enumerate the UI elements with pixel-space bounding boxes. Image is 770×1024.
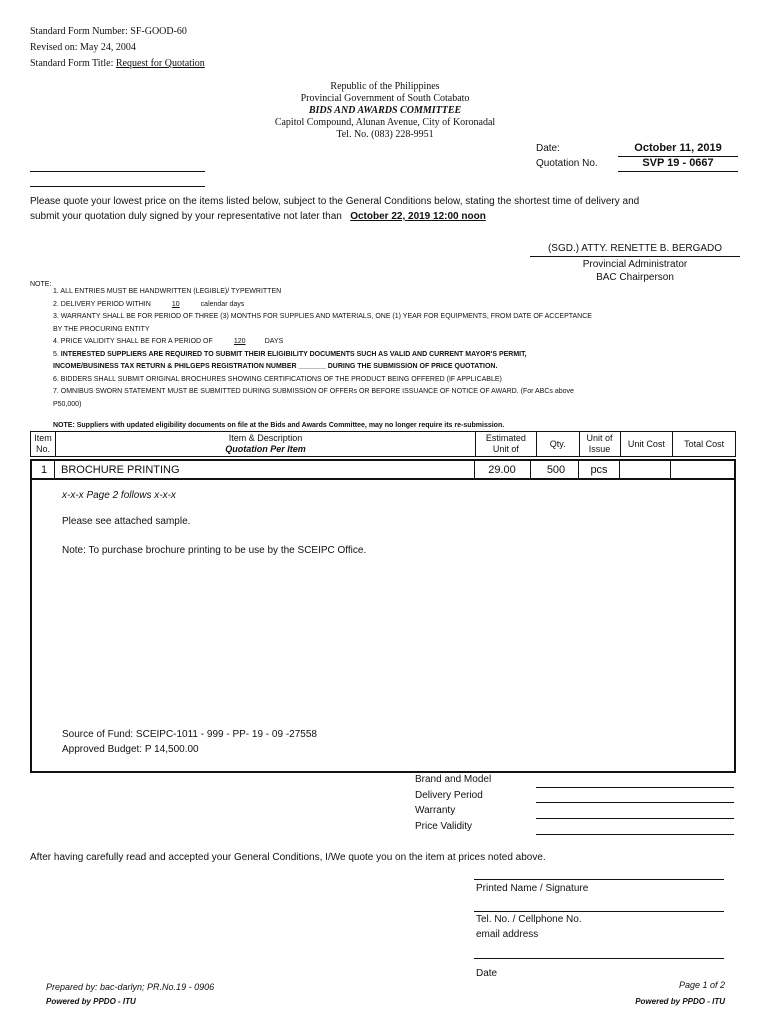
row-unit: pcs <box>590 464 608 476</box>
row-divider <box>670 461 671 478</box>
brand-label: Brand and Model <box>415 774 492 785</box>
delivery-field[interactable] <box>536 802 734 803</box>
quotation-underline <box>618 171 738 172</box>
description-box <box>30 478 736 773</box>
row-divider <box>54 461 55 478</box>
row-qty: 500 <box>546 464 566 476</box>
form-title-prefix: Standard Form Title: <box>30 58 116 69</box>
note-7b: P50,000) <box>53 400 82 408</box>
agency-line-1: Republic of the Philippines <box>330 81 440 92</box>
email-label: email address <box>476 929 539 940</box>
row-item-no: 1 <box>41 464 48 476</box>
col-item <box>31 432 56 457</box>
note-3b: BY THE PROCURING ENTITY <box>53 325 150 333</box>
form-number: Standard Form Number: SF-GOOD-60 <box>30 26 187 37</box>
intro-line-2-text: submit your quotation duly signed by your representative not later than <box>30 211 342 222</box>
brand-field[interactable] <box>536 787 734 788</box>
addressee-line-2[interactable] <box>30 186 205 187</box>
note-7a: 7. OMNIBUS SWORN STATEMENT MUST BE SUBMITTED DURING SUBMISSION OF OFFERs OR BEFORE ISSUANCE OF NOTICE OF AWARD. (For ABCs above <box>53 388 574 395</box>
approved-budget: Approved Budget: P 14,500.00 <box>62 744 199 755</box>
page-number: Page 1 of 2 <box>678 980 725 990</box>
eligibility-note: NOTE: Suppliers with updated eligibility documents on file at the Bids and Awards Committee, may no longer require its re-submission. <box>53 422 505 429</box>
col-unit-issue <box>579 432 620 457</box>
col-desc-line-2: Quotation Per Item <box>225 444 306 454</box>
warranty-field[interactable] <box>536 818 734 819</box>
intro-line-1: Please quote your lowest price on the items listed below, subject to the General Conditions below, stating the shortest time of delivery and <box>30 196 640 207</box>
note-label: NOTE: <box>30 281 52 288</box>
note-5b: INCOME/BUSINESS TAX RETURN & PHILGEPS REGISTRATION NUMBER _______ DURING THE SUBMISSION OF PRICE QUOTATION. <box>53 363 498 370</box>
note-4-prefix: 4. PRICE VALIDITY SHALL BE FOR A PERIOD OF <box>53 338 213 345</box>
row-estimated: 29.00 <box>488 464 516 476</box>
note-5a <box>53 349 713 362</box>
note-6: 6. BIDDERS SHALL SUBMIT ORIGINAL BROCHURES SHOWING CERTIFICATIONS OF THE PRODUCT BEING OFFERED (IF APPLICABLE) <box>53 375 502 383</box>
col-total-cost: Total Cost <box>673 432 736 457</box>
contact-line[interactable] <box>474 911 724 912</box>
agency-line-5: Tel. No. (083) 228-9951 <box>336 129 434 140</box>
purchase-note: Note: To purchase brochure printing to be use by the SCEIPC Office. <box>62 545 367 556</box>
see-sample-text: Please see attached sample. <box>62 516 191 527</box>
col-qty: Qty. <box>536 432 579 457</box>
note-4-suffix: DAYS <box>264 338 284 345</box>
agency-line-4: Capitol Compound, Alunan Avenue, City of Koronadal <box>274 117 496 128</box>
items-table-header <box>30 431 736 457</box>
row-description: BROCHURE PRINTING <box>61 464 180 476</box>
signature-line[interactable] <box>474 879 724 880</box>
col-unit-cost: Unit Cost <box>620 432 673 457</box>
col-item-line-1: Item <box>34 433 52 443</box>
col-description <box>55 432 475 457</box>
note-1: 1. ALL ENTRIES MUST BE HANDWRITTEN (LEGIBLE)/ TYPEWRITTEN <box>53 288 282 295</box>
note-2 <box>53 299 713 312</box>
note-3a: 3. WARRANTY SHALL BE FOR PERIOD OF THREE (3) MONTHS FOR SUPPLIES AND MATERIALS, ONE (1) YEAR FOR EQUIPMENTS, FROM DATE OF ACCEPTANCE <box>53 313 592 320</box>
date-sign-label: Date <box>476 968 498 979</box>
deadline: October 22, 2019 12:00 noon <box>350 211 486 222</box>
note-2-suffix: calendar days <box>200 300 245 308</box>
quotation-value: SVP 19 - 0667 <box>642 157 714 169</box>
addressee-line-1[interactable] <box>30 171 205 172</box>
delivery-label: Delivery Period <box>415 790 483 801</box>
printed-name-label: Printed Name / Signature <box>476 883 589 894</box>
col-estimated <box>475 432 536 457</box>
date-line[interactable] <box>474 958 724 959</box>
signatory-name: (SGD.) ATTY. RENETTE B. BERGADO <box>547 243 723 254</box>
revised-date: Revised on: May 24, 2004 <box>30 42 136 53</box>
page-follow-text: x-x-x Page 2 follows x-x-x <box>62 490 176 501</box>
warranty-label: Warranty <box>415 805 456 816</box>
note-4 <box>53 336 713 349</box>
notes-list <box>53 286 713 411</box>
note-5a-text: INTERESTED SUPPLIERS ARE REQUIRED TO SUBMIT THEIR ELIGIBILITY DOCUMENTS SUCH AS VALID AND CURRENT MAYOR'S PERMIT, <box>60 350 527 358</box>
table-row <box>30 459 736 480</box>
powered-by-left: Powered by PPDO - ITU <box>46 997 136 1006</box>
tel-label: Tel. No. / Cellphone No. <box>476 914 582 925</box>
note-2-prefix: 2. DELIVERY PERIOD WITHIN <box>53 300 151 308</box>
col-est-line-1: Estimated <box>485 433 526 443</box>
agency-line-3: BIDS AND AWARDS COMMITTEE <box>308 105 462 116</box>
date-value: October 11, 2019 <box>634 142 722 154</box>
date-label: Date: <box>536 143 560 154</box>
form-title <box>30 56 205 72</box>
closing-statement: After having carefully read and accepted your General Conditions, I/We quote you on the item at prices noted above. <box>30 852 546 863</box>
source-of-fund: Source of Fund: SCEIPC-1011 - 999 - PP- 19 - 09 -27558 <box>62 729 317 740</box>
note-5-number: 5. <box>53 350 59 358</box>
signatory-underline <box>530 256 740 257</box>
intro-line-2 <box>30 211 486 222</box>
prepared-by: Prepared by: bac-darlyn; PR.No.19 - 0906 <box>46 982 215 992</box>
col-desc-line-1: Item & Description <box>228 433 303 443</box>
col-unit-line-1: Unit of <box>586 433 613 443</box>
row-divider <box>619 461 620 478</box>
signatory-title-1: Provincial Administrator <box>582 259 688 270</box>
form-title-value: Request for Quotation <box>115 58 205 69</box>
agency-line-2: Provincial Government of South Cotabato <box>300 93 470 104</box>
validity-field[interactable] <box>536 834 734 835</box>
col-unit-line-2: Issue <box>588 444 611 454</box>
powered-by-right: Powered by PPDO - ITU <box>635 997 725 1006</box>
col-item-line-2: No. <box>35 444 50 454</box>
signatory-title-2: BAC Chairperson <box>596 272 674 283</box>
delivery-days: 10 <box>171 300 180 308</box>
validity-label: Price Validity <box>415 821 473 832</box>
quotation-label: Quotation No. <box>536 158 598 169</box>
col-est-line-2: Unit of <box>492 444 519 454</box>
validity-days: 120 <box>233 338 246 345</box>
